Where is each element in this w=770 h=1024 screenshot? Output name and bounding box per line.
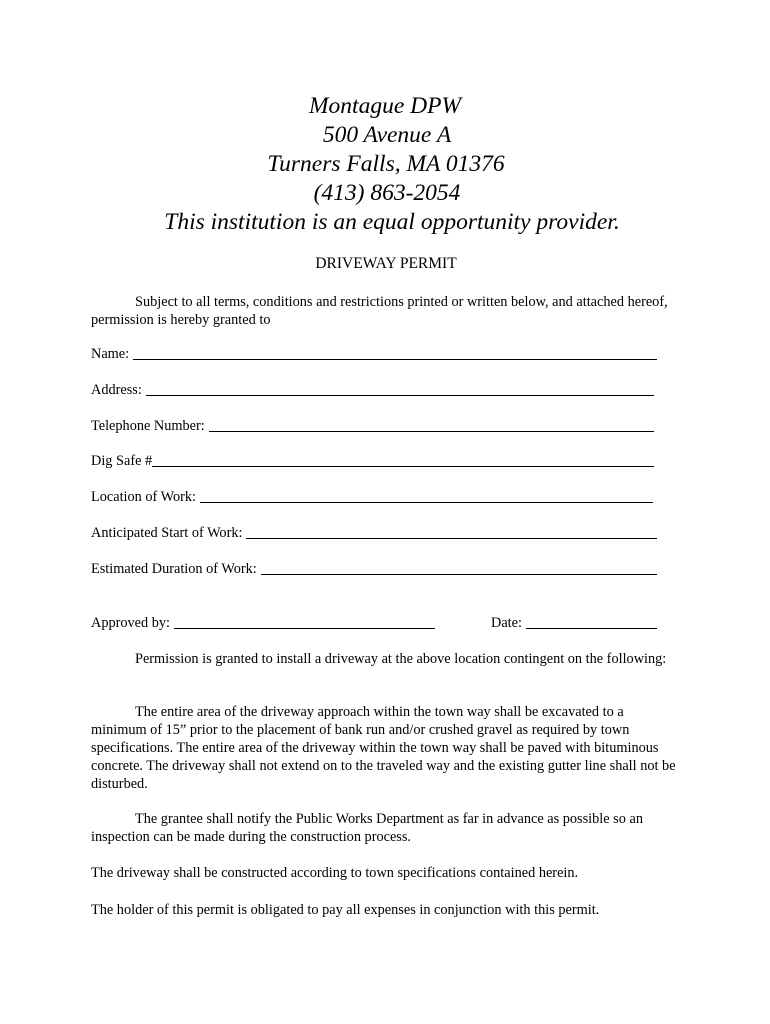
duration-label: Estimated Duration of Work: <box>91 561 257 577</box>
intro-paragraph <box>91 293 681 329</box>
telephone-field[interactable] <box>91 415 654 435</box>
location-label: Location of Work: <box>91 489 196 505</box>
permission-paragraph <box>91 650 681 668</box>
name-label: Name: <box>91 346 130 362</box>
page-title: DRIVEWAY PERMIT <box>315 255 457 272</box>
org-phone: (413) 863-2054 <box>313 180 461 206</box>
start-label: Anticipated Start of Work: <box>91 525 243 541</box>
equal-opportunity-statement: This institution is an equal opportunity provider. <box>164 209 620 235</box>
date-line[interactable] <box>526 627 657 629</box>
excavation-text: The entire area of the driveway approach within the town way shall be excavated to a minimum of 15” prior to the placement of bank run and/or crushed gravel as required by town specifications. The entire area of the driveway within the town way shall be paved with bituminous concrete. The driveway shall not extend on to the traveled way and the existing gutter line shall not be disturbed. <box>91 704 676 792</box>
name-field[interactable] <box>91 343 657 363</box>
org-name: Montague DPW <box>308 93 462 119</box>
permission-text: Permission is granted to install a driveway at the above location contingent on the following: <box>135 651 667 667</box>
org-street: 500 Avenue A <box>322 122 452 148</box>
location-field[interactable] <box>91 486 653 506</box>
specs-paragraph: The driveway shall be constructed according to town specifications contained herein. <box>91 865 579 881</box>
date-label: Date: <box>491 615 522 631</box>
approved-by-line[interactable] <box>174 627 435 629</box>
letterhead <box>0 92 770 237</box>
duration-field[interactable] <box>91 558 657 578</box>
org-city: Turners Falls, MA 01376 <box>267 151 505 177</box>
duration-line[interactable] <box>261 573 657 575</box>
telephone-label: Telephone Number: <box>91 418 205 434</box>
address-field[interactable] <box>91 379 654 399</box>
approved-by-field[interactable] <box>91 612 435 632</box>
start-line[interactable] <box>246 537 657 539</box>
address-line[interactable] <box>146 394 654 396</box>
dig-safe-field[interactable] <box>91 450 654 470</box>
location-line[interactable] <box>200 501 653 503</box>
address-label: Address: <box>91 382 142 398</box>
date-field[interactable] <box>491 612 657 632</box>
dig-safe-line[interactable] <box>152 465 654 467</box>
approved-by-label: Approved by: <box>91 615 171 631</box>
notify-paragraph <box>91 810 681 846</box>
intro-text: Subject to all terms, conditions and restrictions printed or written below, and attached hereof, permission is hereby granted to <box>91 294 668 328</box>
name-line[interactable] <box>133 358 657 360</box>
start-field[interactable] <box>91 522 657 542</box>
expenses-paragraph: The holder of this permit is obligated to pay all expenses in conjunction with this permit. <box>91 902 600 918</box>
notify-text: The grantee shall notify the Public Works Department as far in advance as possible so an inspection can be made during the construction process. <box>91 811 643 845</box>
excavation-paragraph <box>91 703 681 793</box>
dig-safe-label: Dig Safe # <box>91 453 153 469</box>
telephone-line[interactable] <box>209 430 654 432</box>
